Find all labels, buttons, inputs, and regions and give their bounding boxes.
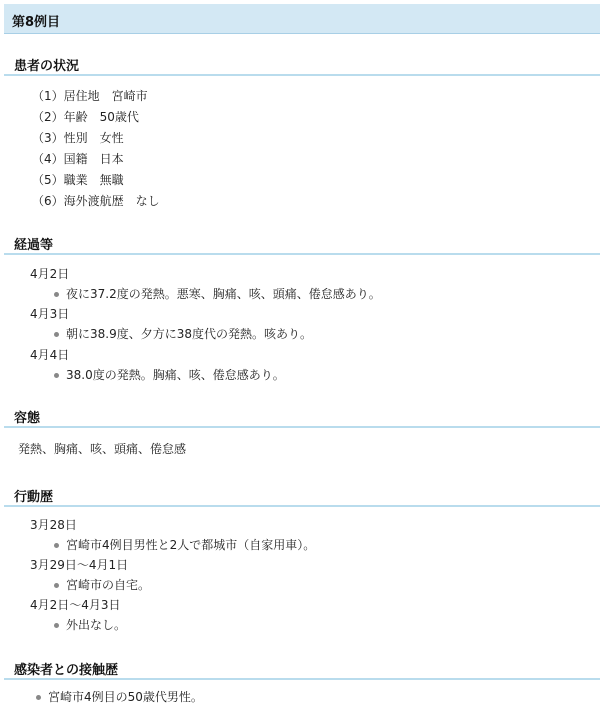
progress-text: 朝に38.9度、夕方に38度代の発熱。咳あり。	[66, 327, 312, 341]
progress-text: 夜に37.2度の発熱。悪寒、胸痛、咳、頭痛、倦怠感あり。	[66, 287, 381, 301]
condition-text: 発熱、胸痛、咳、頭痛、倦怠感	[18, 442, 187, 456]
activity-text: 宮崎市4例目男性と2人で都城市（自家用車）。	[66, 538, 316, 552]
case-title: 第8例目	[12, 15, 61, 30]
bullet-icon	[54, 332, 59, 337]
bullet-icon	[54, 292, 59, 297]
section-heading-patient: 患者の状況	[14, 59, 80, 74]
bullet-icon	[54, 583, 59, 588]
section-heading-activity: 行動歴	[14, 490, 54, 505]
patient-item: （1）居住地 宮崎市	[32, 89, 148, 103]
activity-date: 3月29日～4月1日	[30, 558, 129, 572]
patient-item: （6）海外渡航歴 なし	[32, 194, 160, 208]
bullet-icon	[54, 623, 59, 628]
patient-item: （2）年齢 50歳代	[32, 110, 139, 124]
section-header-condition	[4, 404, 600, 428]
bullet-icon	[54, 543, 59, 548]
progress-date: 4月4日	[30, 348, 70, 362]
progress-text: 38.0度の発熱。胸痛、咳、倦怠感あり。	[66, 368, 285, 382]
patient-item: （3）性別 女性	[32, 131, 124, 145]
patient-item: （4）国籍 日本	[32, 152, 124, 166]
section-heading-condition: 容態	[14, 411, 41, 426]
activity-date: 4月2日～4月3日	[30, 598, 121, 612]
progress-date: 4月3日	[30, 307, 70, 321]
section-header-activity	[4, 483, 600, 507]
activity-text: 外出なし。	[66, 618, 127, 632]
section-header-patient	[4, 52, 600, 76]
patient-item: （5）職業 無職	[32, 173, 124, 187]
contact-item: 宮崎市4例目の50歳代男性。	[48, 690, 203, 704]
activity-text: 宮崎市の自宅。	[66, 578, 151, 592]
case-title-bar	[4, 4, 600, 34]
activity-date: 3月28日	[30, 518, 77, 532]
bullet-icon	[36, 695, 41, 700]
bullet-icon	[54, 373, 59, 378]
progress-date: 4月2日	[30, 267, 70, 281]
section-heading-contact: 感染者との接触歴	[14, 663, 119, 678]
section-header-contact	[4, 656, 600, 680]
section-header-progress	[4, 231, 600, 255]
section-heading-progress: 経過等	[14, 238, 54, 253]
